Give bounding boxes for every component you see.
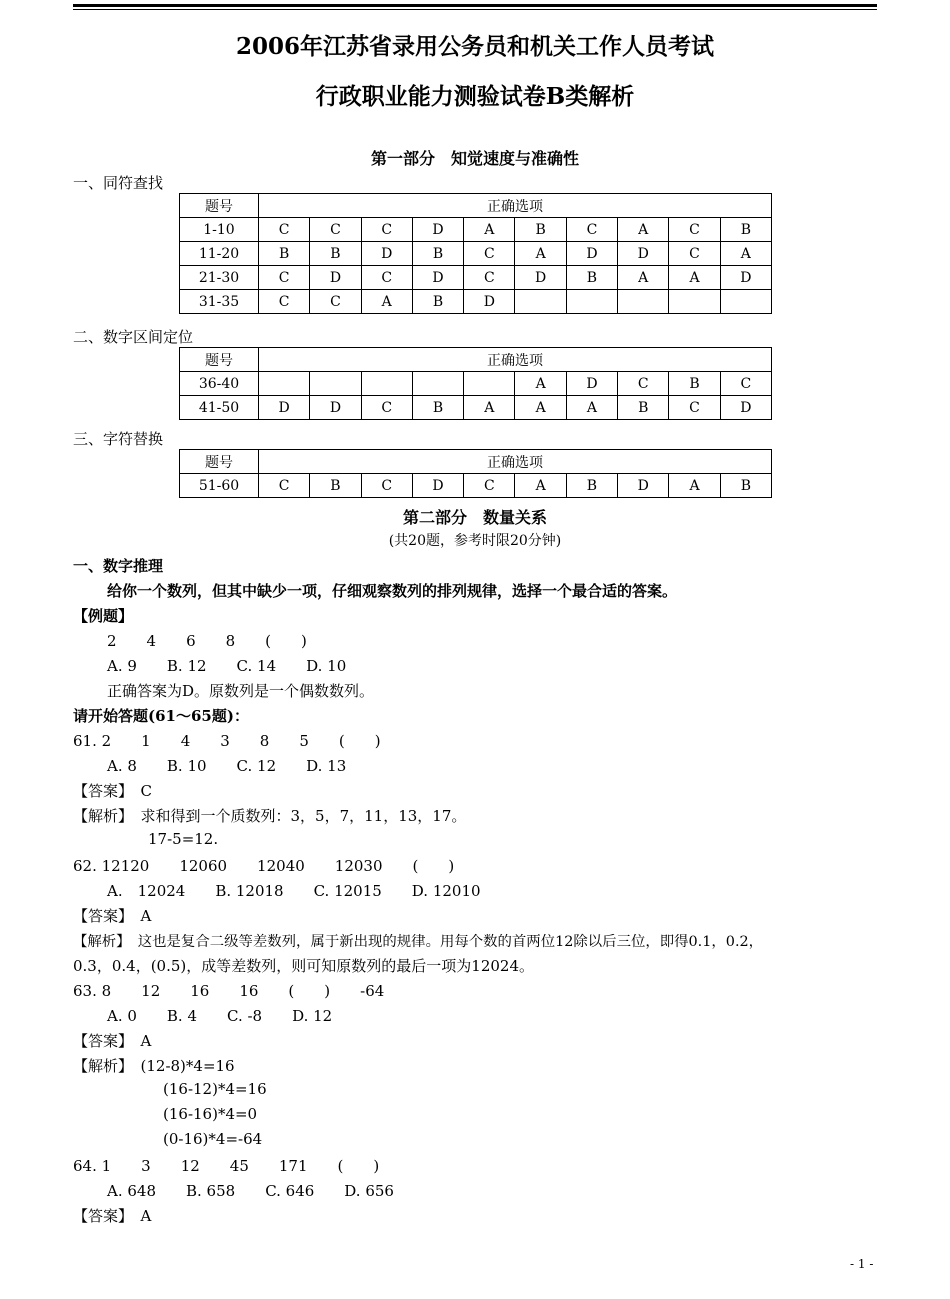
table-cell: B — [618, 396, 669, 420]
table-cell: D — [566, 242, 617, 266]
table-cell — [515, 290, 566, 314]
table-cell: B — [566, 266, 617, 290]
table-cell: B — [412, 242, 463, 266]
header-cell: 正确选项 — [259, 194, 772, 218]
table-cell: B — [259, 242, 310, 266]
table-cell: A — [720, 242, 771, 266]
analysis-line: 【解析】 这也是复合二级等差数列，属于新出现的规律。用每个数的首两位12除以后三位，即得0.1，0.2， — [73, 934, 764, 950]
question-options: A. 9 B. 12 C. 14 D. 10 — [107, 657, 347, 675]
answer-table — [179, 193, 772, 314]
part2-heading: 第二部分 数量关系 — [402, 508, 547, 527]
question-62: 62. 12120 12060 12040 12030 ( ) — [73, 857, 455, 875]
table-cell — [618, 290, 669, 314]
table-row — [180, 266, 772, 290]
table-cell: 31-35 — [180, 290, 259, 314]
table-cell: C — [618, 372, 669, 396]
table-cell: B — [412, 396, 463, 420]
table-cell: B — [720, 474, 771, 498]
table-cell: C — [361, 474, 412, 498]
table-row — [180, 242, 772, 266]
table-cell: D — [412, 474, 463, 498]
table-row — [180, 474, 772, 498]
table-cell: D — [618, 474, 669, 498]
analysis-line: (16-16)*4=0 — [163, 1105, 258, 1123]
table-cell: A — [515, 372, 566, 396]
table-cell: D — [361, 242, 412, 266]
question-sequence: 2 4 6 8 ( ) — [107, 632, 307, 650]
table-cell: C — [669, 396, 720, 420]
table-cell: D — [310, 396, 361, 420]
table-cell: D — [412, 218, 463, 242]
table-cell: 11-20 — [180, 242, 259, 266]
table-cell: D — [259, 396, 310, 420]
table-cell: C — [361, 396, 412, 420]
table-cell: D — [515, 266, 566, 290]
table-cell: C — [259, 290, 310, 314]
answer-table — [179, 449, 772, 498]
table-cell: B — [310, 474, 361, 498]
table-row — [180, 372, 772, 396]
table-row — [180, 290, 772, 314]
table-cell: A — [669, 266, 720, 290]
table-cell: A — [361, 290, 412, 314]
table-cell: A — [515, 474, 566, 498]
table-cell — [361, 372, 412, 396]
table-cell: D — [464, 290, 515, 314]
question-options: A. 8 B. 10 C. 12 D. 13 — [107, 757, 347, 775]
table-header-row — [180, 450, 772, 474]
answer-line: 【答案】 A — [73, 1207, 152, 1225]
table-cell — [412, 372, 463, 396]
table-cell — [310, 372, 361, 396]
table-cell: D — [566, 372, 617, 396]
table-cell: A — [515, 396, 566, 420]
table-cell: 36-40 — [180, 372, 259, 396]
table-cell: A — [464, 396, 515, 420]
question-options: A. 0 B. 4 C. -8 D. 12 — [107, 1007, 333, 1025]
table-cell: 1-10 — [180, 218, 259, 242]
table-cell: C — [259, 474, 310, 498]
table-cell: B — [566, 474, 617, 498]
table-cell: C — [669, 242, 720, 266]
part2-subheading: (共20题，参考时限20分钟) — [388, 533, 562, 549]
table-cell: B — [720, 218, 771, 242]
table-header-row — [180, 194, 772, 218]
table-cell: C — [361, 218, 412, 242]
document-subtitle: 行政职业能力测验试卷B类解析 — [315, 83, 635, 110]
document-title: 2006年江苏省录用公务员和机关工作人员考试 — [235, 33, 714, 60]
question-63: 63. 8 12 16 16 ( ) -64 — [73, 982, 385, 1000]
table-cell: D — [720, 266, 771, 290]
header-cell: 题号 — [180, 194, 259, 218]
table-cell: C — [464, 266, 515, 290]
example-explanation: 正确答案为D。原数列是一个偶数数列。 — [107, 682, 375, 700]
table-cell: A — [618, 218, 669, 242]
table-cell: C — [310, 218, 361, 242]
top-double-rule — [73, 4, 877, 10]
analysis-line: 17-5=12. — [148, 830, 219, 848]
table-cell: B — [310, 242, 361, 266]
section-heading: 一、数字推理 — [73, 557, 164, 575]
table-row — [180, 396, 772, 420]
question-64: 64. 1 3 12 45 171 ( ) — [73, 1157, 380, 1175]
table-cell: C — [720, 372, 771, 396]
table-cell: 51-60 — [180, 474, 259, 498]
analysis-line: 【解析】 求和得到一个质数列：3，5，7，11，13，17。 — [73, 807, 467, 825]
table-cell: C — [566, 218, 617, 242]
table-cell: C — [669, 218, 720, 242]
section-label: 二、数字区间定位 — [73, 328, 194, 346]
table-cell: D — [412, 266, 463, 290]
instruction-text: 给你一个数列，但其中缺少一项，仔细观察数列的排列规律，选择一个最合适的答案。 — [107, 582, 678, 600]
part1-heading: 第一部分 知觉速度与准确性 — [370, 149, 579, 168]
header-cell: 正确选项 — [259, 348, 772, 372]
analysis-line: (0-16)*4=-64 — [163, 1130, 263, 1148]
table-cell: A — [566, 396, 617, 420]
table-cell: D — [310, 266, 361, 290]
page-number: - 1 - — [850, 1257, 874, 1271]
table-cell: B — [412, 290, 463, 314]
table-row — [180, 218, 772, 242]
section-label: 三、字符替换 — [73, 430, 164, 448]
analysis-line: 0.3，0.4，(0.5)，成等差数列，则可知原数列的最后一项为12024。 — [73, 957, 534, 975]
start-instruction: 请开始答题(61～65题)： — [73, 707, 249, 725]
table-cell: C — [361, 266, 412, 290]
table-cell: C — [464, 242, 515, 266]
example-label: 【例题】 — [73, 607, 134, 625]
table-cell: A — [618, 266, 669, 290]
table-cell: B — [669, 372, 720, 396]
table-cell: A — [669, 474, 720, 498]
table-cell: C — [310, 290, 361, 314]
table-cell: A — [464, 218, 515, 242]
table-cell: 41-50 — [180, 396, 259, 420]
header-cell: 题号 — [180, 450, 259, 474]
answer-line: 【答案】 A — [73, 907, 152, 925]
answer-line: 【答案】 C — [73, 782, 152, 800]
table-header-row — [180, 348, 772, 372]
table-cell: D — [720, 396, 771, 420]
table-cell — [566, 290, 617, 314]
analysis-line: (16-12)*4=16 — [163, 1080, 267, 1098]
table-cell — [720, 290, 771, 314]
table-cell: A — [515, 242, 566, 266]
answer-line: 【答案】 A — [73, 1032, 152, 1050]
table-cell — [259, 372, 310, 396]
header-cell: 正确选项 — [259, 450, 772, 474]
analysis-line: 【解析】 (12-8)*4=16 — [73, 1057, 235, 1075]
question-options: A. 648 B. 658 C. 646 D. 656 — [107, 1182, 394, 1200]
table-cell: C — [464, 474, 515, 498]
question-61: 61. 2 1 4 3 8 5 ( ) — [73, 732, 381, 750]
table-cell — [669, 290, 720, 314]
table-cell: C — [259, 266, 310, 290]
table-cell: D — [618, 242, 669, 266]
table-cell — [464, 372, 515, 396]
table-cell: C — [259, 218, 310, 242]
section-label: 一、同符查找 — [73, 174, 164, 192]
header-cell: 题号 — [180, 348, 259, 372]
table-cell: B — [515, 218, 566, 242]
answer-table — [179, 347, 772, 420]
question-options: A. 12024 B. 12018 C. 12015 D. 12010 — [107, 882, 481, 900]
table-cell: 21-30 — [180, 266, 259, 290]
